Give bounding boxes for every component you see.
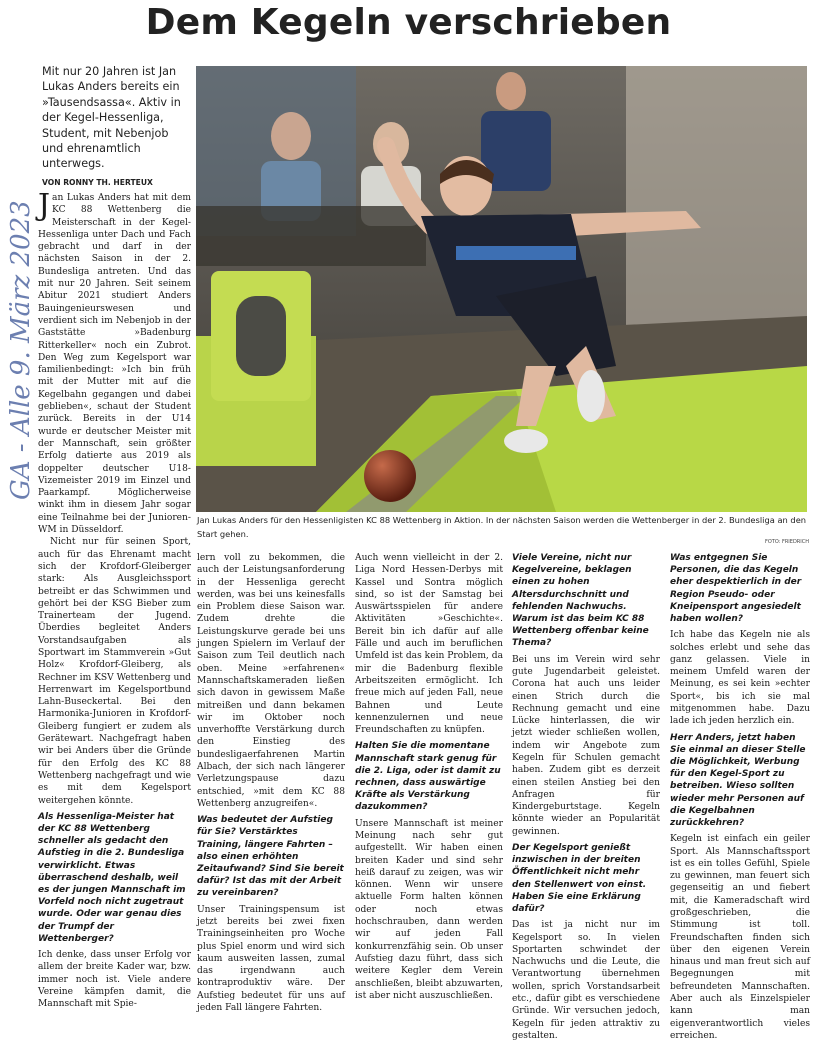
paragraph: Ich denke, dass unser Erfolg vor allem der breite Kader war, bzw. immer noch ist. Viele andere Vereine kämpfen damit, die Mannschaft mit Spie- [38,950,191,1010]
interview-question: Viele Vereine, nicht nur Kegelvereine, beklagen einen zu hohen Altersdurchschnitt und fehlenden Nachwuchs. Warum ist das beim KC 88 Wettenberg offenbar keine Thema? [512,553,649,649]
interview-question: Was bedeutet der Aufstieg für Sie? Verstärktes Training, längere Fahrten – also einen erhöhten Zeitaufwand? Sind Sie bereit dafür? Ist das mit der Arbeit zu vereinbaren? [197,815,344,899]
paragraph: Nicht nur für seinen Sport, auch für das Ehrenamt macht sich der Krofdorf-Gleiberger stark: Als Ausgleichssport betreibt er das Schwimmen und gehört bei der KSG Bieber zum Trainerteam der Jugend. Überdies begleitet Anders Vorstandsaufgaben als Sportwart im Stammverein »Gut Holz« Krofdorf-Gleiberg, als Rechner im KSV Wettenberg und Herrenwart im Kegelsportbund Lahn-Buseckertal. Bei den Harmonika-Junioren in Krofdorf-Gleiberg fungiert er zudem als Gerätewart. Nachgefragt haben wir bei Anders über die Gründe für den Erfolg des KC 88 Wettenberg nachgefragt und wie es mit dem Kegelsport weitergehen könnte. [38,537,191,806]
article-column-2 [197,552,345,1014]
interview-question: Der Kegelsport genießt inzwischen in der breiten Öffentlichkeit nicht mehr den Stellenwert von einst. Haben Sie eine Erklärung dafür? [512,843,647,915]
paragraph: Ich habe das Kegeln nie als solches erlebt und sehe das ganz gelassen. Viele in meinem Umfeld waren der Meinung, es sei kein »echter Sport«, bis ich sie mal mitgenommen habe. Dazu lade ich jeden herzlich ein. [670,630,810,727]
lead-paragraph: Mit nur 20 Jahren ist Jan Lukas Anders bereits ein »Tausendsassa«. Aktiv in der Kegel-Hessenliga, Student, mit Nebenjob und ehrenamtlich unterwegs. [42,65,181,171]
photo-caption: Jan Lukas Anders für den Hessenligisten KC 88 Wettenberg in Aktion. In der nächsten Saison werden die Wettenberger in der 2. Bundesliga an den Start gehen. [197,515,807,539]
interview-question: Herr Anders, jetzt haben Sie einmal an dieser Stelle die Möglichkeit, Werbung für den Kegel-Sport zu betreiben. Wieso sollten wieder mehr Personen auf die Kegelbahnen zurückkehren? [670,732,806,829]
article-column-5 [670,552,810,1042]
article-column-3 [355,552,503,1002]
interview-question: Halten Sie die momentane Mannschaft stark genug für die 2. Liga, oder ist damit zu rechnen, dass auswärtige Kräfte als Verstärkung dazukommen? [355,741,501,813]
paragraph: lern voll zu bekommen, die auch der Leistungsanforderung in der Hessenliga gerecht werden, was bei uns keinesfalls ein Problem diese Saison war. Zudem drehte die Leistungskurve gerade bei uns jungen Spielern im Verlauf der Saison zum Teil deutlich nach oben. Meine »erfahrenen« Mannschaftskameraden ließen sich davon in gewissem Maße mitreißen und dann bekamen wir im Oktober noch unverhoffte Verstärkung durch den Einstieg des bundesligaerfahrenen Martin Albach, der sich nach längerer Verletzungspause dazu entschied, »mit dem KC 88 Wettenberg anzugreifen«. [197,553,345,809]
bowler-illustration [196,66,807,512]
drop-cap: J [38,188,51,223]
paragraph: Unsere Mannschaft ist meiner Meinung nach sehr gut aufgestellt. Wir haben einen breiten Kader und sind sehr heiß darauf zu zeigen, was wir können. Wenn wir unsere aktuelle Form halten können oder noch etwas hochschrauben, dann werden wir auf jeden Fall konkurrenzfähig sein. Ob unser Aufstieg dazu führt, dass sich weitere Kegler dem Verein anschließen, bleibt abzuwarten, ist aber nicht auszuschließen. [355,818,503,1001]
article-column-4 [512,552,660,1042]
paragraph [38,188,191,536]
paragraph-text: an Lukas Anders hat mit dem KC 88 Wettenberg die Meisterschaft in der Kegel-Hessenliga unter Dach und Fach gebracht und darf in der nächsten Saison in der 2. Bundesliga antreten. Und das mit nur 20 Jahren. Seit seinem Abitur 2021 studiert Anders Bauingenieurswesen und verdient sich im Nebenjob in der Gaststätte »Badenburg Ritterkeller« noch ein Zubrot. Den Weg zum Kegelsport war familienbedingt: »Ich bin früh mit der Mutter mit auf die Kegelbahn gegangen und dabei geblieben«, schaut der Student zurück. Bereits in der U14 wurde er deutscher Meister mit der Mannschaft, sein größter Erfolg datierte aus 2019 als doppelter deutscher U18-Vizemeister 2019 im Einzel und Paarkampf. Möglicherweise winkt ihm in diesem Jahr sogar eine Teilnahme bei der Junioren-WM in Düsseldorf. [38,193,191,536]
paragraph: Das ist ja nicht nur im Kegelsport so. In vielen Sportarten schwindet der Nachwuchs und die Leute, die Verantwortung übernehmen wollen, sprich Vorstandsarbeit etc., dafür gibt es verschiedene Gründe. Wir versuchen jedoch, Kegeln für jeden attraktiv zu gestalten. [512,920,660,1041]
bowling-photo [196,66,807,512]
byline: VON RONNY TH. HERTEUX [42,178,153,187]
photo-credit: FOTO: FRIEDRICH [764,539,809,545]
paragraph: Unser Trainingspensum ist jetzt bereits bei zwei fixen Trainingseinheiten pro Woche plus Spiel enorm und wird sich kaum ausweiten lassen, zumal das irgendwann auch kontraproduktiv wäre. Der Aufstieg bedeutet für uns auf jeden Fall längere Fahrten. [197,904,345,1014]
paragraph: Kegeln ist einfach ein geiler Sport. Als Mannschaftssport ist es ein tolles Gefühl, Spiele zu gewinnen, man feuert sich gegenseitig an und fiebert mit, die Kameradschaft wird großgeschrieben, die Stimmung ist toll. Freundschaften finden sich über den eigenen Verein hinaus und man freut sich auf Begegnungen mit befreundeten Mannschaften. Aber auch als Einzelspieler kann man eigenverantwortlich vieles erreichen. [670,834,810,1041]
article-column-1 [38,188,191,1011]
paragraph: Bei uns im Verein wird sehr gute Jugendarbeit geleistet. Corona hat auch uns leider einen Strich durch die Rechnung gemacht und eine Lücke hinterlassen, die wir jetzt wieder schließen wollen, indem wir Angebote zum Kegeln für Schulen gemacht haben. Zudem gibt es derzeit einen steilen Anstieg bei den Anfragen für Kindergeburtstage. Kegeln könnte wieder an Popularität gewinnen. [512,654,660,837]
interview-question: Als Hessenliga-Meister hat der KC 88 Wettenberg schneller als gedacht den Aufstieg in die 2. Bundesliga verwirklicht. Etwas überraschend deshalb, weil es der jungen Mannschaft im Vorfeld noch nicht zugetraut wurde. Oder war genau dies der Trumpf der Wettenberger? [38,811,186,944]
paragraph: Auch wenn vielleicht in der 2. Liga Nord Hessen-Derbys mit Kassel und Sontra möglich sind, so ist der Samstag bei Auswärtsspielen für andere Aktivitäten »Geschichte«. Bereit bin ich dafür auf alle Fälle und auch im beruflichen Umfeld ist das kein Problem, da mir die Badenburg flexible Arbeitszeiten ermöglicht. Ich freue mich auf jeden Fall, neue Bahnen und Leute kennenzulernen und neue Freundschaften zu knüpfen. [355,553,503,736]
headline: Dem Kegeln verschrieben [145,2,672,43]
interview-question: Was entgegnen Sie Personen, die das Kegeln eher despektierlich in der Region Pseudo- oder Kneipensport angesiedelt haben wollen? [670,553,802,625]
handwritten-note: GA - Alle 9. März 2023 [6,200,36,500]
